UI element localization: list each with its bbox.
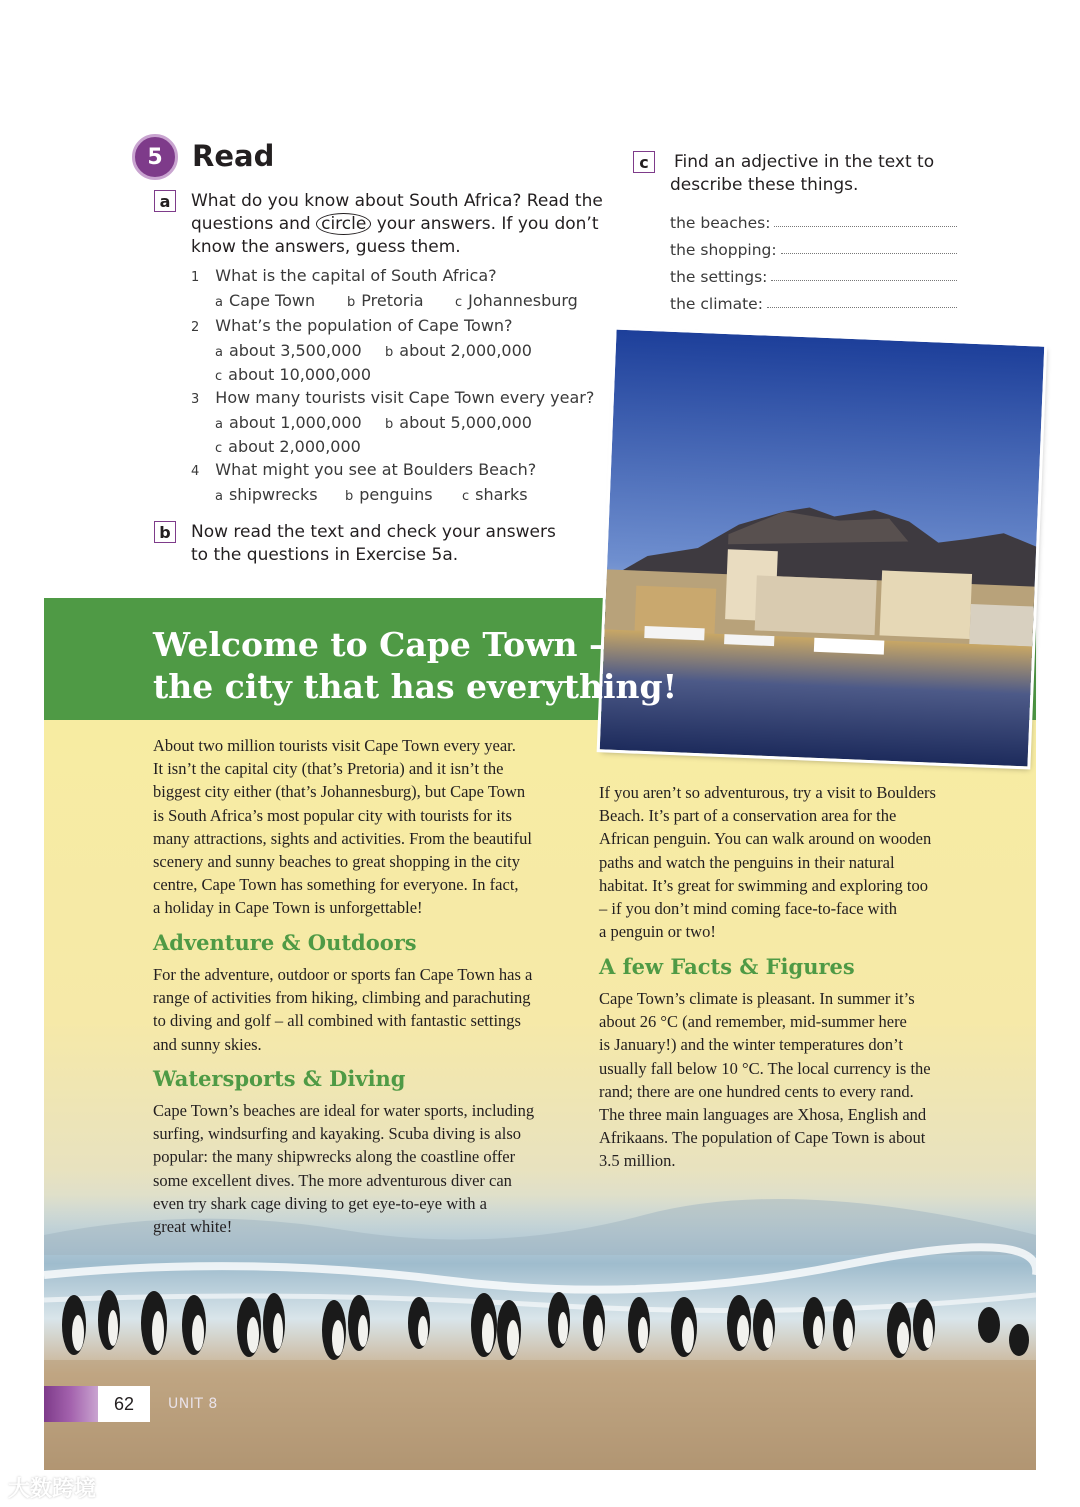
part-c-line: Find an adjective in the text to [674, 152, 935, 172]
headline-line-2: the city that has everything! [153, 667, 678, 706]
text-line: surfing, windsurfing and kayaking. Scuba diving is also [153, 1124, 521, 1144]
text-line: about 26 °C (and remember, mid-summer here [599, 1012, 907, 1032]
text-line: 3.5 million. [599, 1151, 676, 1171]
text-line: Cape Town’s climate is pleasant. In summer it’s [599, 989, 915, 1008]
fill-in-list [670, 205, 957, 313]
text-line: some excellent dives. The more adventurous diver can [153, 1170, 512, 1190]
option-letter: c [215, 369, 223, 384]
text-line: is January!) and the winter temperatures don’t [599, 1035, 903, 1055]
option-letter: a [215, 344, 223, 360]
exercise-number-badge [132, 134, 178, 180]
option-text[interactable]: sharks [475, 484, 528, 504]
option-text[interactable]: shipwrecks [228, 484, 318, 504]
option-letter: c [215, 441, 223, 456]
option-letter: b [345, 488, 354, 504]
option-letter: b [385, 344, 394, 360]
text-line: About two million tourists visit Cape Town every year. [153, 736, 516, 755]
option-text[interactable]: about 5,000,000 [399, 412, 532, 432]
fill-in-label: the climate: [670, 295, 763, 313]
option-letter: a [215, 294, 223, 310]
facts-heading: A few Facts & Figures [599, 954, 855, 979]
text-line: Cape Town’s beaches are ideal for water sports, including [153, 1101, 535, 1120]
part-a-line: know the answers, guess them. [191, 237, 461, 257]
text-line: is South Africa’s most popular city with tourists for its [153, 805, 512, 825]
fill-in-label: the shopping: [670, 241, 777, 259]
text-line: The three main languages are Xhosa, English and [599, 1105, 927, 1125]
question-text: What is the capital of South Africa? [215, 266, 497, 285]
fill-in-row [670, 232, 957, 259]
answer-line[interactable] [781, 253, 957, 254]
text-line: Afrikaans. The population of Cape Town is about [599, 1128, 926, 1148]
text-line: even try shark cage diving to get eye-to-eye with a [153, 1193, 487, 1213]
answer-line[interactable] [774, 226, 957, 227]
option-text[interactable]: about 3,500,000 [228, 340, 362, 360]
text-line: For the adventure, outdoor or sports fan Cape Town has a [153, 965, 533, 984]
answer-line[interactable] [771, 280, 957, 281]
fill-in-row [670, 286, 957, 313]
question-4 [191, 459, 536, 508]
text-line: a penguin or two! [599, 922, 716, 942]
text-line: Beach. It’s part of a conservation area for the [599, 806, 897, 826]
option-letter: c [455, 294, 463, 310]
option-text[interactable]: about 2,000,000 [399, 340, 532, 360]
part-b-line: Now read the text and check your answers [191, 522, 556, 542]
fill-in-label: the beaches: [670, 214, 771, 232]
fill-in-label: the settings: [670, 268, 768, 286]
boulders-paragraph [599, 781, 979, 943]
option-text[interactable]: about 10,000,000 [228, 365, 372, 384]
text-line: biggest city either (that’s Johannesburg), but Cape Town [153, 782, 526, 802]
text-line: If you aren’t so adventurous, try a visit to Boulders [599, 783, 936, 802]
adventure-paragraph [153, 963, 573, 1056]
question-number: 2 [191, 320, 200, 335]
text-line: many attractions, sights and activities. From the beautiful [153, 828, 532, 848]
option-letter: a [215, 488, 223, 504]
text-line: rand; there are one hundred cents to every rand. [599, 1081, 914, 1101]
intro-paragraph [153, 734, 573, 920]
answer-line[interactable] [767, 307, 957, 308]
part-c-label: c [633, 151, 655, 173]
circled-word: circle [316, 213, 371, 235]
option-text[interactable]: about 1,000,000 [228, 412, 362, 432]
question-number: 4 [191, 464, 200, 479]
part-a-line [191, 213, 603, 236]
option-text[interactable]: Johannesburg [468, 290, 578, 310]
adventure-heading: Adventure & Outdoors [153, 930, 417, 955]
article-headline [153, 624, 677, 708]
part-a-label: a [154, 190, 176, 212]
watersports-heading: Watersports & Diving [153, 1066, 406, 1091]
text-line: a holiday in Cape Town is unforgettable! [153, 898, 423, 918]
page-number: 62 [98, 1386, 150, 1422]
text-line: great white! [153, 1217, 233, 1237]
text-line: centre, Cape Town has something for everyone. In fact, [153, 875, 519, 895]
text-line: to diving and golf – all combined with fantastic settings [153, 1011, 521, 1031]
text-line: – if you don’t mind coming face-to-face with [599, 899, 897, 919]
option-letter: a [215, 416, 223, 432]
question-text: How many tourists visit Cape Town every year? [215, 388, 595, 407]
footer-color-bar [44, 1386, 98, 1422]
text-line: usually fall below 10 °C. The local currency is the [599, 1058, 931, 1078]
text-line: and sunny skies. [153, 1034, 262, 1054]
text-line: scenery and sunny beaches to great shopping in the city [153, 852, 521, 872]
text-line: habitat. It’s great for swimming and exploring too [599, 875, 929, 895]
part-c-line: describe these things. [670, 175, 859, 195]
option-letter: c [462, 488, 470, 504]
option-letter: b [385, 416, 394, 432]
watermark [8, 1472, 96, 1503]
question-text: What’s the population of Cape Town? [215, 316, 513, 335]
option-letter: b [347, 294, 356, 310]
watersports-paragraph [153, 1099, 573, 1238]
text: your answers. If you don’t [371, 214, 599, 234]
unit-label: UNIT 8 [168, 1396, 218, 1412]
question-1 [191, 265, 578, 314]
option-text[interactable]: penguins [359, 484, 433, 504]
question-number: 1 [191, 270, 200, 285]
part-a-instructions [191, 190, 603, 259]
option-text[interactable]: Cape Town [228, 290, 316, 310]
part-c-instructions [670, 151, 934, 197]
text-line: popular: the many shipwrecks along the coastline offer [153, 1147, 516, 1167]
part-b-instructions [191, 521, 556, 567]
fill-in-row [670, 205, 957, 232]
question-2 [191, 315, 532, 389]
option-text[interactable]: Pretoria [361, 290, 424, 310]
part-b-line: to the questions in Exercise 5a. [191, 545, 459, 565]
fill-in-row [670, 259, 957, 286]
exercise-number: 5 [147, 144, 163, 170]
headline-line-1: Welcome to Cape Town – [153, 625, 606, 664]
text-line: It isn’t the capital city (that’s Pretoria) and it isn’t the [153, 759, 504, 779]
part-a-line: What do you know about South Africa? Read the [191, 191, 603, 211]
option-text[interactable]: about 2,000,000 [228, 437, 361, 456]
question-text: What might you see at Boulders Beach? [215, 460, 537, 479]
question-3 [191, 387, 594, 461]
text-line: paths and watch the penguins in their natural [599, 852, 895, 872]
text-line: African penguin. You can walk around on wooden [599, 829, 932, 849]
part-b-label: b [154, 521, 176, 543]
question-number: 3 [191, 392, 200, 407]
facts-paragraph [599, 987, 979, 1173]
text-line: range of activities from hiking, climbing and parachuting [153, 988, 531, 1008]
watermark-text: 大数跨境 [8, 1477, 97, 1502]
text: questions and [191, 214, 317, 234]
exercise-title: Read [192, 139, 275, 173]
